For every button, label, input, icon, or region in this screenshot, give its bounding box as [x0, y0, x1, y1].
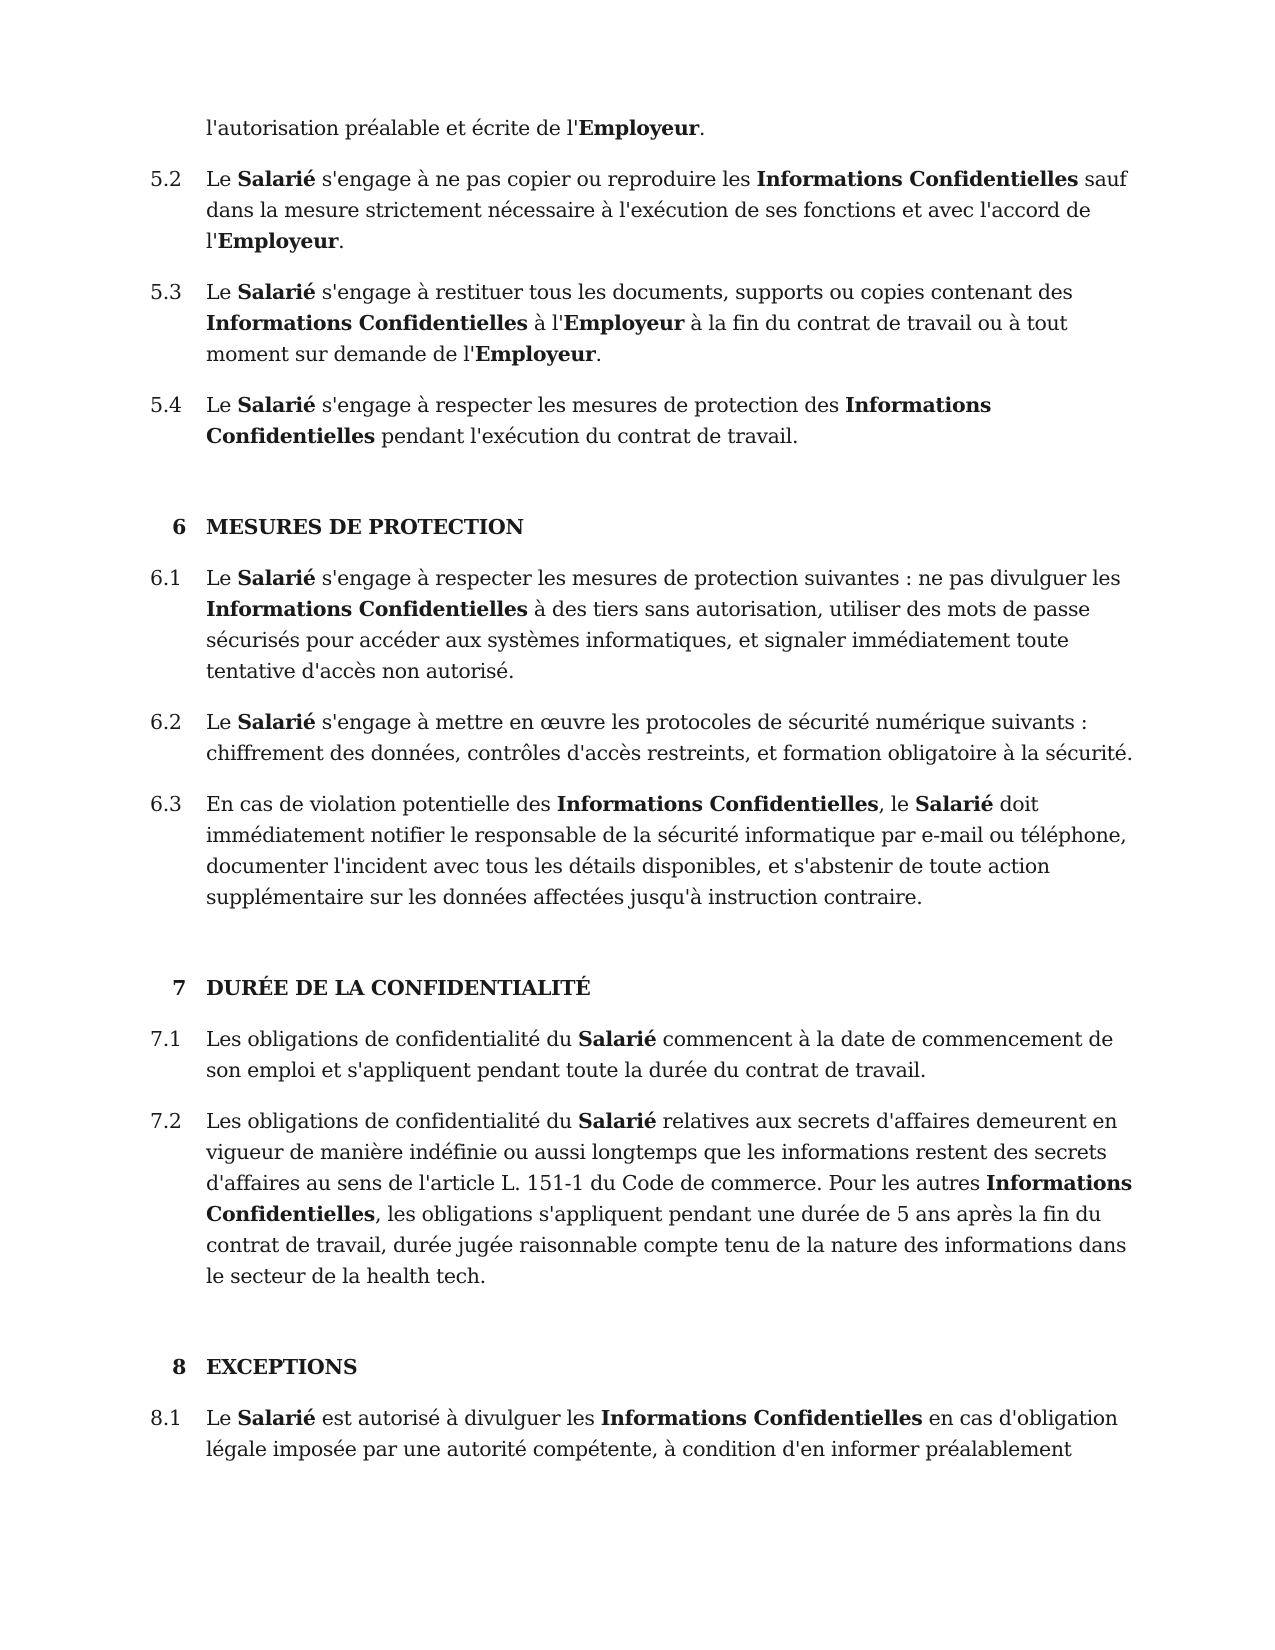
defined-term: Informations Confidentielles — [556, 792, 879, 816]
clause-text — [206, 390, 1140, 452]
clause-number: 5.4 — [150, 393, 182, 417]
defined-term: Employeur — [217, 229, 339, 253]
section-8 — [150, 1352, 1140, 1465]
defined-term: Employeur — [474, 342, 596, 366]
section-title: DURÉE DE LA CONFIDENTIALITÉ — [206, 976, 591, 1000]
clause-number: 7.2 — [150, 1109, 182, 1133]
text-run: en cas d'obligation légale imposée par une autorité compétente, à condition d'en informer préalablement — [206, 1406, 1118, 1461]
defined-term: Salarié — [914, 792, 994, 816]
defined-term: Salarié — [237, 167, 316, 191]
text-run: Le — [206, 280, 238, 304]
clause-number: 6.3 — [150, 792, 182, 816]
text-run: Les obligations de confidentialité du — [206, 1109, 579, 1133]
text-run: s'engage à mettre en œuvre les protocoles de sécurité numérique suivants : chiffrement des données, contrôles d'accès restreints, et formation obligatoire à la sécurité. — [206, 710, 1133, 765]
text-run: . — [698, 116, 706, 140]
clause-text — [206, 1403, 1140, 1465]
defined-term: Informations Confidentielles — [206, 1171, 1132, 1226]
text-run: Le — [206, 566, 238, 590]
section-number: 7 — [172, 976, 186, 1000]
section-number: 8 — [172, 1355, 186, 1379]
section-7 — [150, 973, 1140, 1292]
clause-text — [206, 1024, 1140, 1086]
defined-term: Informations Confidentielles — [206, 597, 528, 621]
section-heading — [150, 512, 1140, 543]
clause-text — [206, 277, 1140, 370]
section-title: MESURES DE PROTECTION — [206, 515, 524, 539]
defined-term: Salarié — [237, 566, 316, 590]
text-run: , les obligations s'appliquent pendant une durée de 5 ans après la fin du contrat de travail, durée jugée raisonnable compte tenu de la nature des informations dans le secteur de la health tech. — [206, 1202, 1127, 1288]
clause-6-1 — [150, 563, 1140, 687]
text-run: pendant l'exécution du contrat de travail. — [375, 424, 799, 448]
clause-6-2 — [150, 707, 1140, 769]
clause-7-1 — [150, 1024, 1140, 1086]
clause-number: 6.2 — [150, 710, 182, 734]
clause-number: 6.1 — [150, 566, 182, 590]
text-run: l'autorisation préalable et écrite de l' — [206, 116, 579, 140]
defined-term: Salarié — [237, 1406, 316, 1430]
defined-term: Informations Confidentielles — [756, 167, 1079, 191]
clause-continuation — [150, 113, 1140, 144]
text-run: Le — [206, 1406, 238, 1430]
clause-text — [206, 563, 1140, 687]
text-run: Les obligations de confidentialité du — [206, 1027, 579, 1051]
text-run: s'engage à respecter les mesures de protection suivantes : ne pas divulguer les — [315, 566, 1121, 590]
defined-term: Informations Confidentielles — [206, 393, 992, 448]
defined-term: Salarié — [578, 1027, 657, 1051]
clause-text — [206, 1106, 1140, 1292]
text-run: est autorisé à divulguer les — [315, 1406, 601, 1430]
section-5 — [150, 164, 1140, 452]
text-run: Le — [206, 393, 238, 417]
clause-text — [206, 707, 1140, 769]
clause-number: 7.1 — [150, 1027, 182, 1051]
clause-5-2 — [150, 164, 1140, 257]
text-run: Le — [206, 167, 238, 191]
defined-term: Salarié — [578, 1109, 657, 1133]
clause-number — [150, 113, 206, 144]
defined-term: Employeur — [578, 116, 699, 140]
section-number: 6 — [172, 515, 186, 539]
text-run: En cas de violation potentielle des — [206, 792, 557, 816]
text-run: Le — [206, 710, 238, 734]
section-heading — [150, 1352, 1140, 1383]
defined-term: Informations Confidentielles — [600, 1406, 923, 1430]
text-run: à la fin du contrat de travail ou à tout moment sur demande de l' — [206, 311, 1068, 366]
text-run: s'engage à ne pas copier ou reproduire les — [315, 167, 757, 191]
clause-7-2 — [150, 1106, 1140, 1292]
section-6 — [150, 512, 1140, 913]
section-title: EXCEPTIONS — [206, 1355, 358, 1379]
document-body — [150, 113, 1140, 1485]
defined-term: Salarié — [237, 393, 316, 417]
clause-number: 5.3 — [150, 280, 182, 304]
clause-5-3 — [150, 277, 1140, 370]
text-run: relatives aux secrets d'affaires demeurent en vigueur de manière indéfinie ou aussi longtemps que les informations restent des secrets d'affaires au sens de l'article L. 151-1 du Code de commerce. Pour les autres — [206, 1109, 1118, 1195]
text-run: s'engage à restituer tous les documents, supports ou copies contenant des — [315, 280, 1073, 304]
text-run: sauf dans la mesure strictement nécessaire à l'exécution de ses fonctions et avec l'accord de l' — [206, 167, 1127, 253]
defined-term: Salarié — [237, 280, 316, 304]
text-run: à l' — [527, 311, 564, 335]
text-run: , le — [878, 792, 915, 816]
text-run: . — [595, 342, 602, 366]
clause-5-4 — [150, 390, 1140, 452]
clause-number: 8.1 — [150, 1406, 182, 1430]
clause-6-3 — [150, 789, 1140, 913]
clause-8-1 — [150, 1403, 1140, 1465]
clause-text — [206, 164, 1140, 257]
text-run: à des tiers sans autorisation, utiliser des mots de passe sécurisés pour accéder aux systèmes informatiques, et signaler immédiatement toute tentative d'accès non autorisé. — [206, 597, 1090, 683]
clause-text — [206, 789, 1140, 913]
defined-term: Informations Confidentielles — [206, 311, 528, 335]
clause-text — [206, 113, 1140, 144]
section-heading — [150, 973, 1140, 1004]
text-run: s'engage à respecter les mesures de protection des — [315, 393, 846, 417]
text-run: doit immédiatement notifier le responsable de la sécurité informatique par e-mail ou téléphone, documenter l'incident avec tous les détails disponibles, et s'abstenir de toute action supplémentaire sur les données affectées jusqu'à instruction contraire. — [206, 792, 1127, 909]
defined-term: Employeur — [563, 311, 685, 335]
defined-term: Salarié — [237, 710, 316, 734]
text-run: . — [338, 229, 345, 253]
text-run: commencent à la date de commencement de son emploi et s'appliquent pendant toute la durée du contrat de travail. — [206, 1027, 1113, 1082]
clause-number: 5.2 — [150, 167, 182, 191]
